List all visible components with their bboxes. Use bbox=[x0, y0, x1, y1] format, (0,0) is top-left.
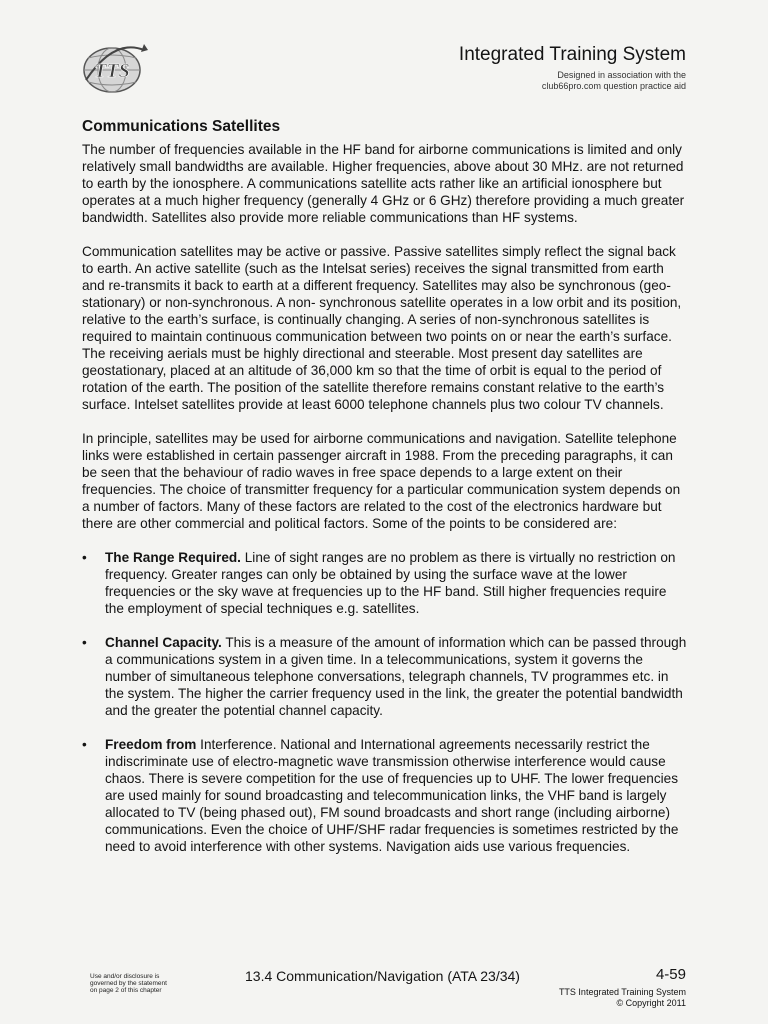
list-item bbox=[82, 736, 688, 855]
tts-globe-logo-icon bbox=[78, 40, 150, 96]
bullet-icon: • bbox=[82, 550, 87, 565]
subtitle-line: Designed in association with the bbox=[557, 70, 686, 80]
document-subtitle bbox=[542, 70, 686, 92]
document-title: Integrated Training System bbox=[458, 44, 686, 65]
list-item-text: Interference. National and International agreements necessarily restrict the indiscriminate use of electro-magnetic wave transmission otherwise interference would cause chaos. There is severe competition for the use of frequencies up to UHF. The lower frequencies are used mainly for sound broadcasting and telecommunication links, the VHF band is largely allocated to TV (being phased out), FM sound broadcasts and short range (including airborne) communications. Even the choice of UHF/SHF radar frequencies is sometimes restricted by the need to avoid interference with other systems. Navigation aids use various frequencies. bbox=[105, 737, 679, 854]
section-heading: Communications Satellites bbox=[82, 118, 281, 135]
list-item-text: Line of sight ranges are no problem as there is virtually no restriction on frequency. Greater ranges can only be obtained by using the surface wave at the lower frequencies or the sky wave at frequencies up to the HF band. Still higher frequencies require the employment of special techniques e.g. satellites. bbox=[105, 550, 676, 616]
footer-org bbox=[559, 987, 686, 1009]
list-item bbox=[82, 549, 688, 617]
list-item bbox=[82, 634, 688, 719]
page-number: 4-59 bbox=[655, 966, 686, 983]
disclosure-line: Use and/or disclosure is bbox=[90, 973, 160, 980]
bullet-icon: • bbox=[82, 737, 87, 752]
paragraph: In principle, satellites may be used for airborne communications and navigation. Satellite telephone links were established in certain passenger aircraft in 1988. From the preceding paragraphs, it can be seen that the behaviour of radio waves in free space depends to a large extent on their frequencies. The choice of transmitter frequency for a particular communication system depends on a number of factors. Many of these factors are related to the cost of the electronics hardware but there are other commercial and political factors. Some of the points to be considered are: bbox=[82, 431, 681, 531]
list-item-text: This is a measure of the amount of information which can be passed through a communications system in a given time. In a telecommunications, system it governs the number of simultaneous telephone conversations, telegraph channels, TV programmes etc. in the system. The higher the carrier frequency used in the link, the greater the potential bandwidth and the greater the potential channel capacity. bbox=[105, 635, 687, 718]
paragraph: Communication satellites may be active or passive. Passive satellites simply reflect the signal back to earth. An active satellite (such as the Intelsat series) receives the signal transmitted from earth and re-transmits it back to earth at a different frequency. Satellites may also be synchronous (geo-stationary) or non-synchronous. A non- synchronous satellite operates in a low orbit and its position, relative to the earth’s surface, is continually changing. A series of non-synchronous satellites is required to maintain continuous communication between two points on or near the earth’s surface. The receiving aerials must be highly directional and steerable. Most present day satellites are geostationary, placed at an altitude of 36,000 km so that the time of orbit is equal to the period of rotation of the earth. The position of the satellite therefore remains constant relative to the earth’s surface. Intelset satellites provide at least 6000 telephone channels plus two colour TV channels. bbox=[82, 244, 682, 412]
considerations-list bbox=[82, 549, 688, 855]
bullet-icon: • bbox=[82, 635, 87, 650]
disclosure-line: governed by the statement bbox=[90, 980, 167, 987]
logo-text: TTS bbox=[94, 60, 130, 82]
list-item-title: Freedom from bbox=[105, 737, 197, 752]
main-content bbox=[82, 118, 688, 872]
list-item-title: The Range Required. bbox=[105, 550, 241, 565]
org-name: TTS Integrated Training System bbox=[558, 987, 686, 997]
copyright: © Copyright 2011 bbox=[616, 998, 686, 1008]
disclosure-line: on page 2 of this chapter bbox=[90, 987, 162, 994]
subtitle-line: club66pro.com question practice aid bbox=[541, 81, 686, 91]
list-item-title: Channel Capacity. bbox=[105, 635, 222, 650]
disclosure-note bbox=[90, 973, 190, 994]
chapter-label: 13.4 Communication/Navigation (ATA 23/34) bbox=[245, 968, 520, 984]
paragraph: The number of frequencies available in the HF band for airborne communications is limited and only relatively small bandwidths are available. Higher frequencies, above about 30 MHz. are not returned to earth by the ionosphere. A communications satellite acts rather like an artificial ionosphere but operates at a much higher frequency (generally 4 GHz or 6 GHz) therefore providing a much greater bandwidth. Satellites also provide more reliable communications than HF systems. bbox=[82, 142, 685, 225]
